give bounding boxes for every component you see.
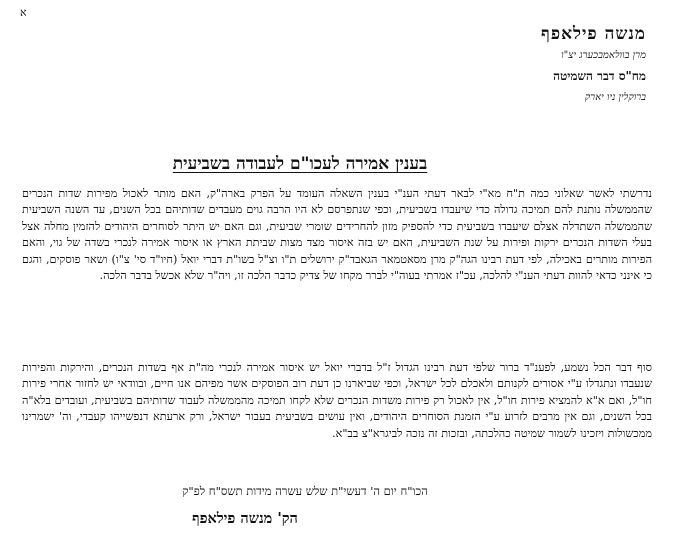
letter-title: בענין אמירה לעכו"ם לעבודה בשביעית [172,154,428,174]
page-number: א [20,6,27,19]
letterhead-line-1: מרן בוולאמבכערג יצ"ו [561,50,646,61]
body-paragraph-2: סוף דבר הכל נשמע, לפענ"ד ברור שלפי דעת רבינו הגדול ז"ל בדברי יואל יש איסור אמירה לנכרי מה"ת אף בשדות הנכרים, והירקות והפירות שנעבדו ונתגדלו ע"י אסורים לקנותם ולאכלם לכל ישראל, וכפי שביארנו כן דעת רוב הפוסקים אשר מפיהם אנו חיים, ובוודאי יש לחזור אחרי פירות חו"ל, ואם א"א להמציא פירות חו"ל, אין לאכול רק פירות משדות הנכרים שלא לקחו תמיכה מהממשלה לעבוד שדותיהם בשביעית, ועובדים בלא"ה בכל השנים, וגם אין מרבים לזרוע ע"י הזמנת הסוחרים היהודים, ואין עושים בשביעית בעבור ישראל, ורק ארעתא דנפשייהו קעבדי, וה' ישמרינו ממכשולות ויזכינו לשמור שמיטה כהלכתה, ובזכות זה נזכה לביגרא"צ בב"א. [22,361,652,440]
letterhead-line-2: מח"ס דבר השמיטה [553,69,646,83]
body-paragraph-1: נדרשתי לאשר שאלוני כמה ת"ח מא"י לבאר דעתי הענ"י בענין השאלה העומד על הפרק בארה"ק, האם מותר לאכול מפירות שדות הנכרים שהממשלה נותנת להם תמיכה גדולה כדי שיעבדו בשביעית, וכפי שנתפרסם לא היו הרבה גוים מעבדים שדותיהם בכל השנים, עד השנה השביעית שהממשלה השתדלה אצלם שיעבדו בשביעית כדי להספיק מזון להחרידים שומרי שביעית, וגם האם יש היתר לסוחרים היהודים להזמין מחלה אצל בעלי השדות הנכרים ירקות ופירות על שנת השביעית, האם יש בזה איסור מצד מצות שביתת הארץ או איסור אמירה לנכרי בשדה של גוי, והאם הפירות מותרים באכילה, לפי דעת רבינו הגה"ק מרן מסאטמאר הגאבד"ק ירושלים ת"ו וצ"ל בשו"ת דברי יואל (חיו"ד סי' צ"ו) ושאר פוסקים, והגם כי אינני כדאי להוות דעתי הענ"י להלכה, עכ"ז אמרתי בעוה"י לברר מקחו של צדיק כדבר הלכה זו, ויה"ר שלא אכשל בדבר הלכה. [22,187,652,283]
letterhead [446,24,646,103]
signature: הק' מנשה פילאפף [192,510,298,527]
closing-line: הכו"ח יום ה' דעשי"ת שלש עשרה מידות תשס"ח לפ"ק [182,484,428,498]
letterhead-line-3: ברוקלין ניו יארק [584,92,646,103]
letterhead-name: מנשה פילאפף [541,24,646,44]
